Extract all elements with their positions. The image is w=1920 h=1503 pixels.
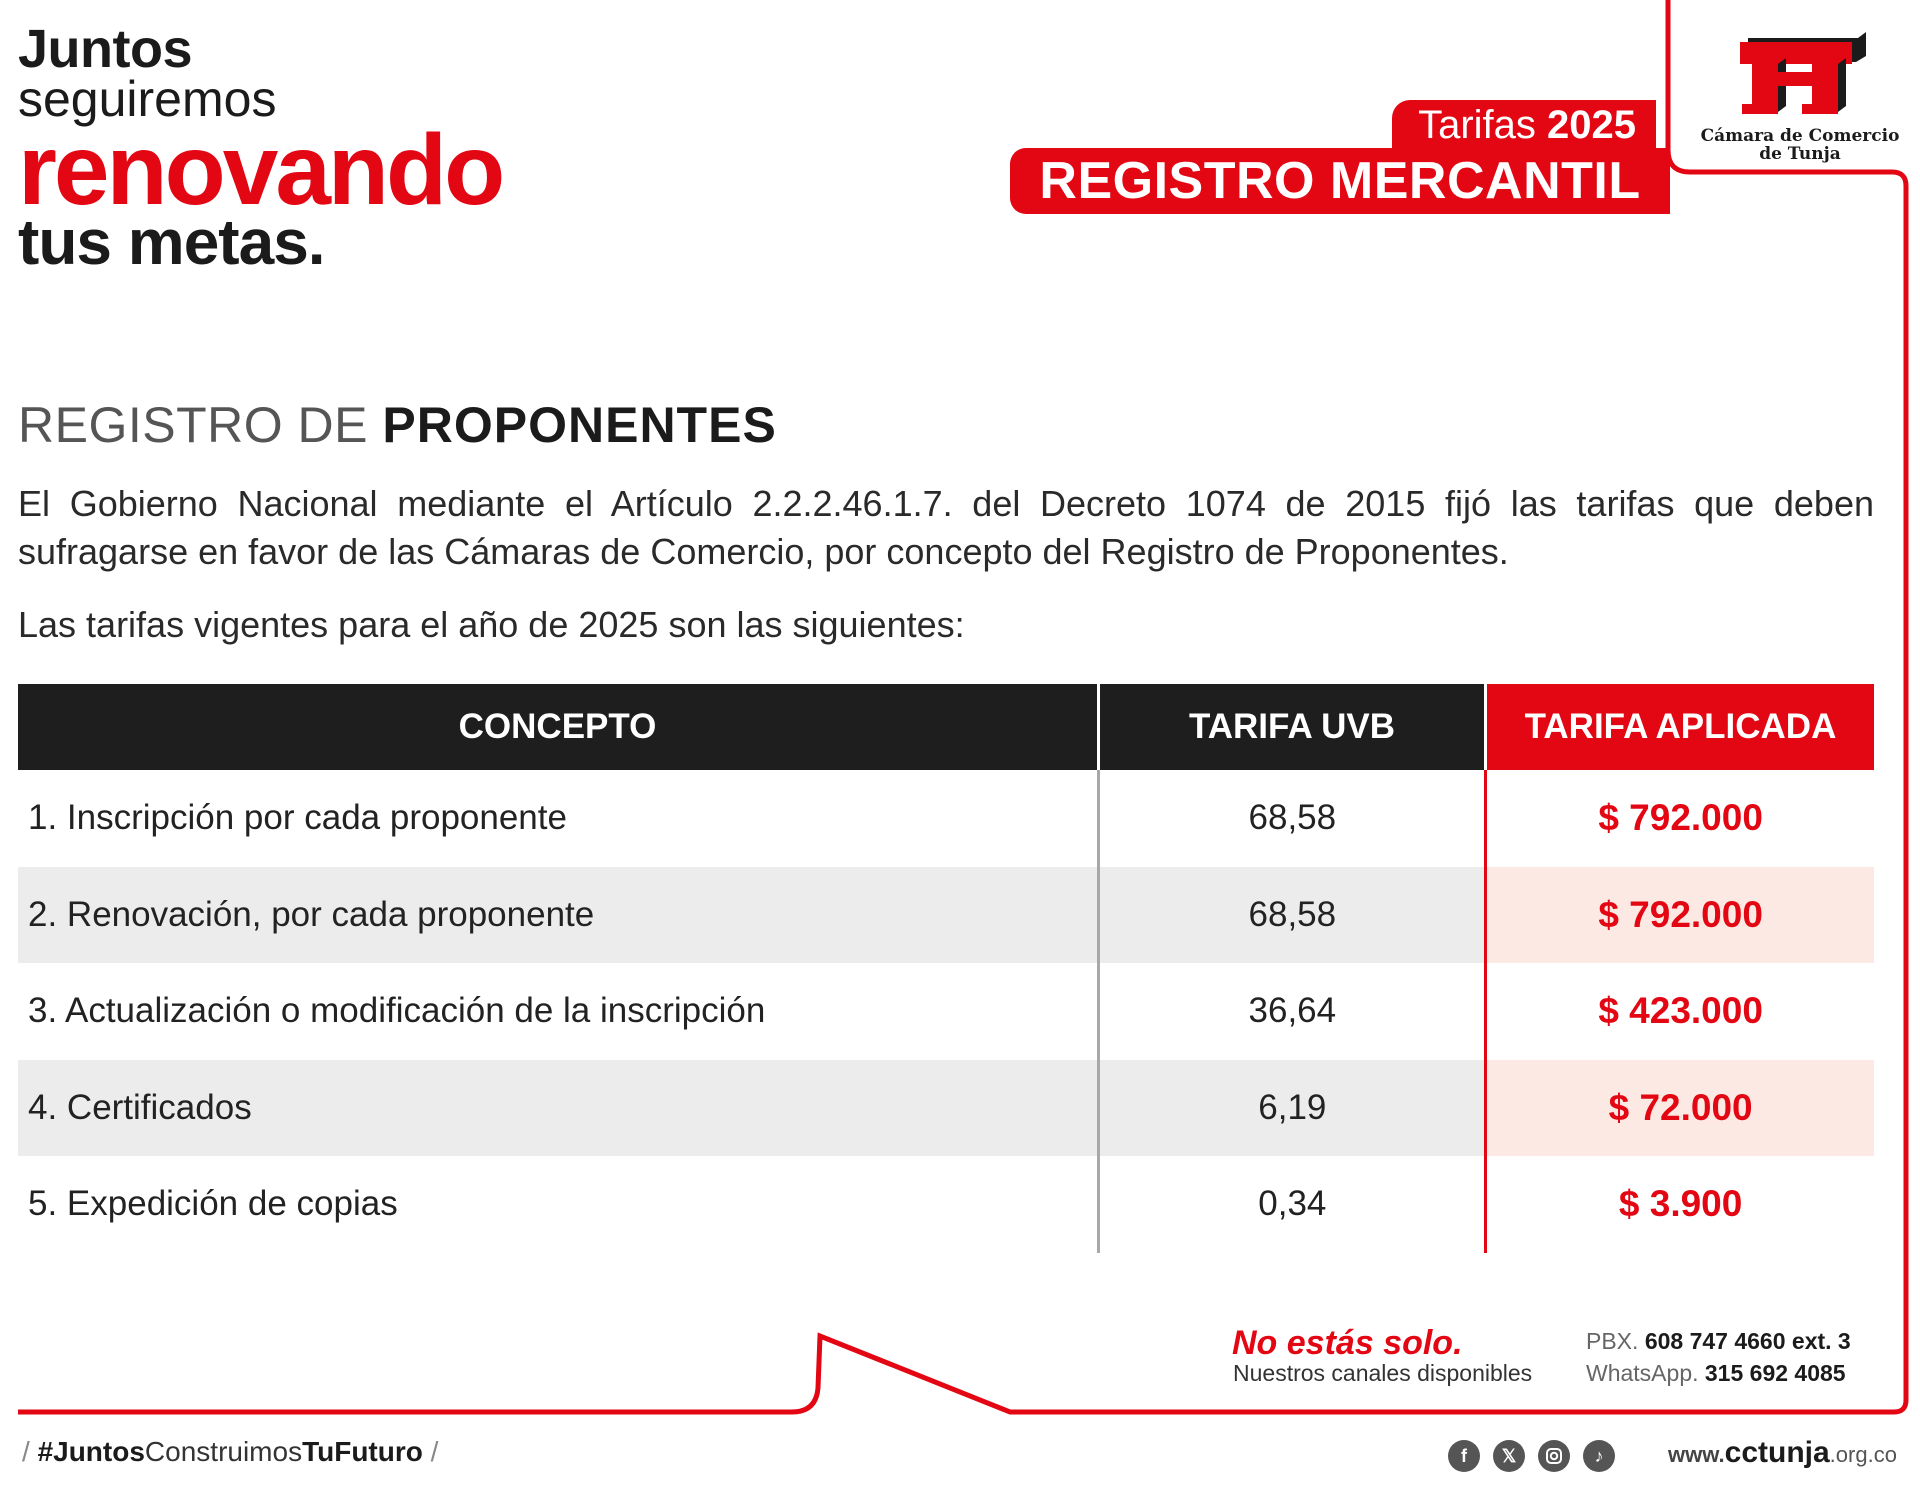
slogan-line-3: renovando <box>18 114 503 226</box>
logo-line-1: Cámara de Comercio <box>1700 126 1900 146</box>
web-main: cctunja <box>1724 1436 1830 1469</box>
intro-paragraph: El Gobierno Nacional mediante el Artículo 2.2.2.46.1.7. del Decreto 1074 de 2015 fijó las tarifas que deben sufragarse en favor de las Cámaras de Comercio, por concepto del Registro de Proponentes. <box>18 483 1874 572</box>
cell-aplicada: $ 72.000 <box>1484 1060 1874 1157</box>
cell-aplicada: $ 792.000 <box>1484 867 1874 964</box>
cell-uvb: 68,58 <box>1248 894 1337 934</box>
cell-uvb: 6,19 <box>1258 1087 1327 1127</box>
cell-uvb: 68,58 <box>1248 798 1337 838</box>
tarifas-year: 2025 <box>1547 103 1636 147</box>
registro-mercantil-banner: REGISTRO MERCANTIL <box>1010 148 1670 214</box>
slogan <box>18 19 503 278</box>
whatsapp-number[interactable]: 315 692 4085 <box>1704 1360 1846 1386</box>
tarifas-label <box>1392 100 1656 150</box>
canales-text: Nuestros canales disponibles <box>1233 1360 1533 1386</box>
logo-line-2: de Tunja <box>1759 144 1841 164</box>
hashtag-part-2: Construimos <box>144 1436 303 1467</box>
cell-uvb: 36,64 <box>1248 991 1337 1031</box>
pbx-line <box>1586 1328 1851 1355</box>
header-tarifa-uvb: TARIFA UVB <box>1100 684 1484 770</box>
website-link[interactable] <box>1668 1436 1897 1470</box>
cell-concepto: 4. Certificados <box>18 1060 1100 1157</box>
web-suffix: .org.co <box>1829 1442 1897 1467</box>
table-row <box>18 867 1874 964</box>
x-icon[interactable]: 𝕏 <box>1493 1440 1525 1472</box>
slash-right: / <box>422 1436 439 1467</box>
header-concepto: CONCEPTO <box>18 684 1097 770</box>
table-row <box>18 1156 1874 1253</box>
web-prefix: www. <box>1668 1442 1725 1467</box>
tarifas-text: Tarifas <box>1418 103 1536 147</box>
slogan-line-1: Juntos <box>18 19 193 79</box>
table-row <box>18 770 1874 867</box>
cell-concepto: 5. Expedición de copias <box>18 1156 1100 1253</box>
cell-aplicada: $ 792.000 <box>1484 770 1874 867</box>
social-icons <box>1448 1440 1615 1472</box>
section-title-light: REGISTRO DE <box>18 397 368 453</box>
cell-uvb: 0,34 <box>1258 1184 1327 1224</box>
table-row <box>18 1060 1874 1157</box>
hashtag-part-3: TuFuturo <box>302 1436 423 1467</box>
pbx-label: PBX. <box>1586 1328 1639 1354</box>
hashtag <box>22 1436 438 1468</box>
facebook-icon[interactable]: f <box>1448 1440 1480 1472</box>
table-row <box>18 963 1874 1060</box>
table-header <box>18 684 1874 770</box>
whatsapp-line <box>1586 1360 1846 1387</box>
slogan-line-2: seguiremos <box>18 71 277 127</box>
cell-aplicada: $ 423.000 <box>1484 963 1874 1060</box>
tiktok-icon[interactable]: ♪ <box>1583 1440 1615 1472</box>
slogan-line-4: tus metas. <box>18 206 325 278</box>
section-title <box>18 396 777 454</box>
header-tarifa-aplicada: TARIFA APLICADA <box>1487 684 1874 770</box>
cell-aplicada: $ 3.900 <box>1484 1156 1874 1253</box>
tariff-table <box>18 684 1874 1253</box>
whatsapp-label: WhatsApp. <box>1586 1360 1699 1386</box>
instagram-icon[interactable] <box>1538 1440 1570 1472</box>
cct-logo-icon <box>1690 28 1910 118</box>
cell-concepto: 2. Renovación, por cada proponente <box>18 867 1100 964</box>
no-estas-solo: No estás solo. <box>1232 1324 1463 1362</box>
slash-left: / <box>22 1436 38 1467</box>
camara-logo <box>1690 28 1910 163</box>
logo-caption <box>1690 127 1910 163</box>
cell-concepto: 3. Actualización o modificación de la inscripción <box>18 963 1100 1060</box>
intro-subtitle: Las tarifas vigentes para el año de 2025 son las siguientes: <box>18 604 965 645</box>
hashtag-part-1: #Juntos <box>37 1436 145 1467</box>
cell-concepto: 1. Inscripción por cada proponente <box>18 770 1100 867</box>
section-title-bold: PROPONENTES <box>382 397 777 453</box>
pbx-number[interactable]: 608 747 4660 ext. 3 <box>1644 1328 1851 1354</box>
